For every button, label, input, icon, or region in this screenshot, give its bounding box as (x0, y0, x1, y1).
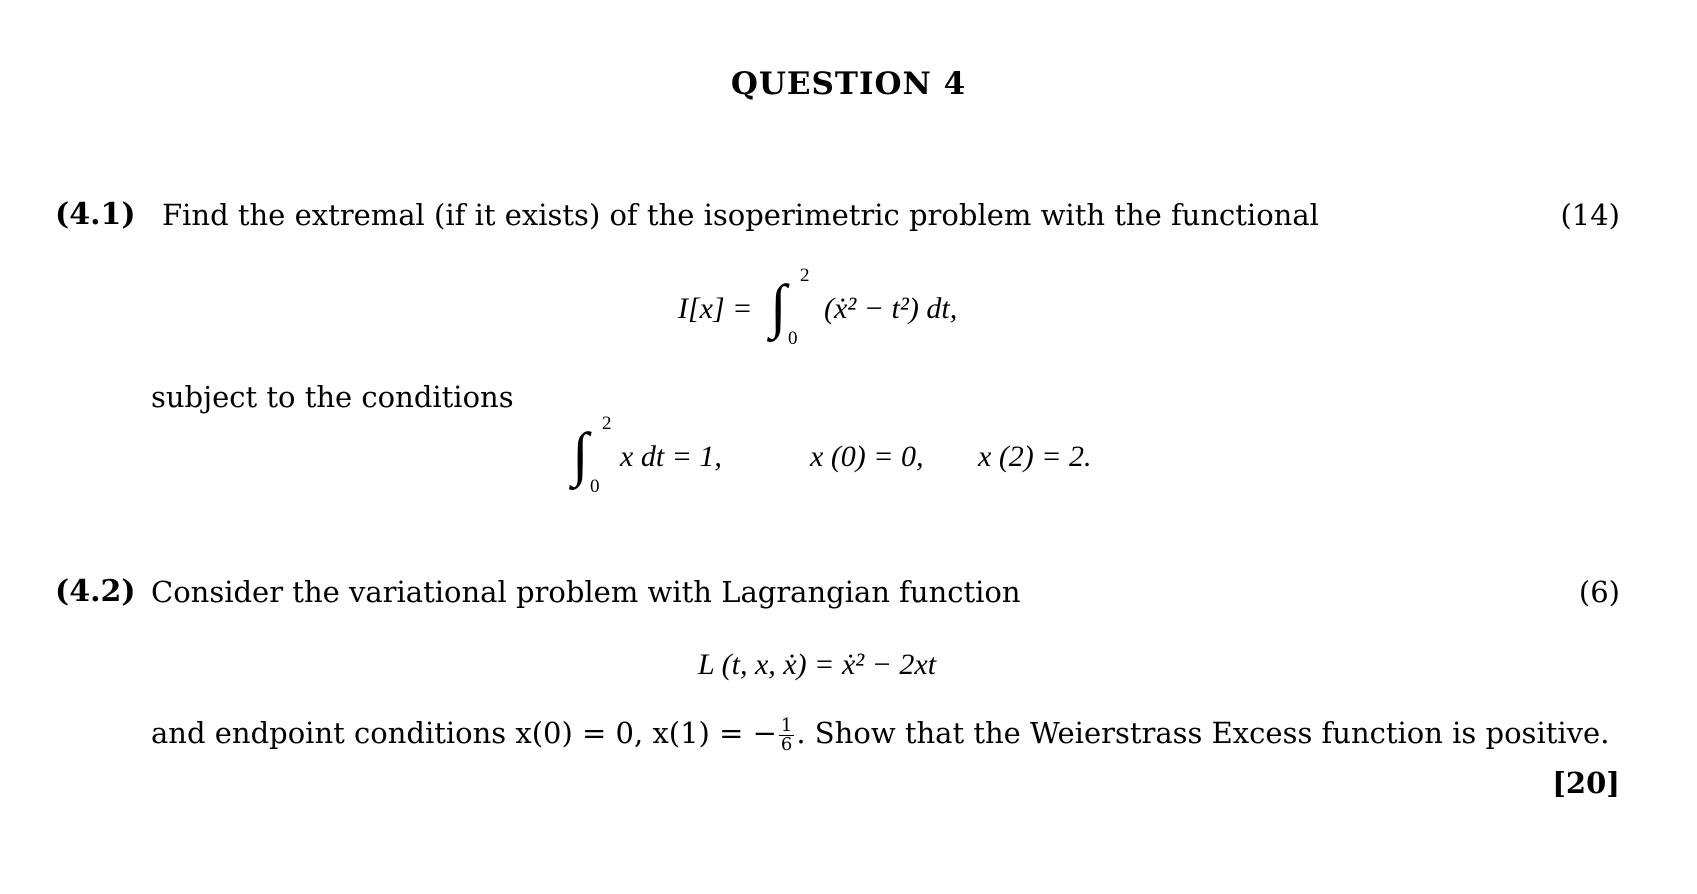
constraint-integrand: x dt = 1, (620, 440, 722, 473)
total-marks: [20] (1552, 766, 1620, 800)
fraction-denominator: 6 (780, 733, 793, 755)
condition-intro: subject to the conditions (151, 380, 514, 414)
question-4-2-text: Consider the variational problem with Lagrangian function (151, 575, 1021, 609)
endpoint-conditions (151, 716, 1609, 754)
endpoint-suffix: . Show that the Weierstrass Excess function is positive. (796, 716, 1610, 750)
lower-limit: 0 (590, 476, 600, 497)
lagrangian-equation: L (t, x, ẋ) = ẋ² − 2xt (698, 648, 937, 681)
upper-limit: 2 (602, 413, 612, 434)
page-title: QUESTION 4 (730, 66, 967, 102)
boundary-condition-end: x (2) = 2. (978, 440, 1092, 473)
functional-lhs: I[x] = (678, 292, 753, 325)
boundary-condition-start: x (0) = 0, (810, 440, 924, 473)
functional-integrand: (ẋ² − t²) dt, (824, 292, 958, 325)
functional-equation (678, 262, 1078, 352)
lower-limit: 0 (788, 328, 798, 349)
question-4-2-number: (4.2) (55, 574, 136, 609)
question-4-1-marks: (14) (1560, 198, 1620, 232)
question-4-1-number: (4.1) (55, 197, 136, 232)
constraint-equation (572, 410, 772, 500)
integral-sign: ∫ (572, 421, 589, 487)
question-4-1-text: Find the extremal (if it exists) of the isoperimetric problem with the functional (162, 198, 1319, 232)
endpoint-prefix: and endpoint conditions x(0) = 0, x(1) = − (151, 716, 777, 750)
upper-limit: 2 (800, 265, 810, 286)
integral-sign: ∫ (770, 273, 787, 339)
fraction-one-sixth (779, 714, 794, 755)
question-4-2-marks: (6) (1578, 575, 1620, 609)
fraction-numerator: 1 (780, 714, 793, 736)
